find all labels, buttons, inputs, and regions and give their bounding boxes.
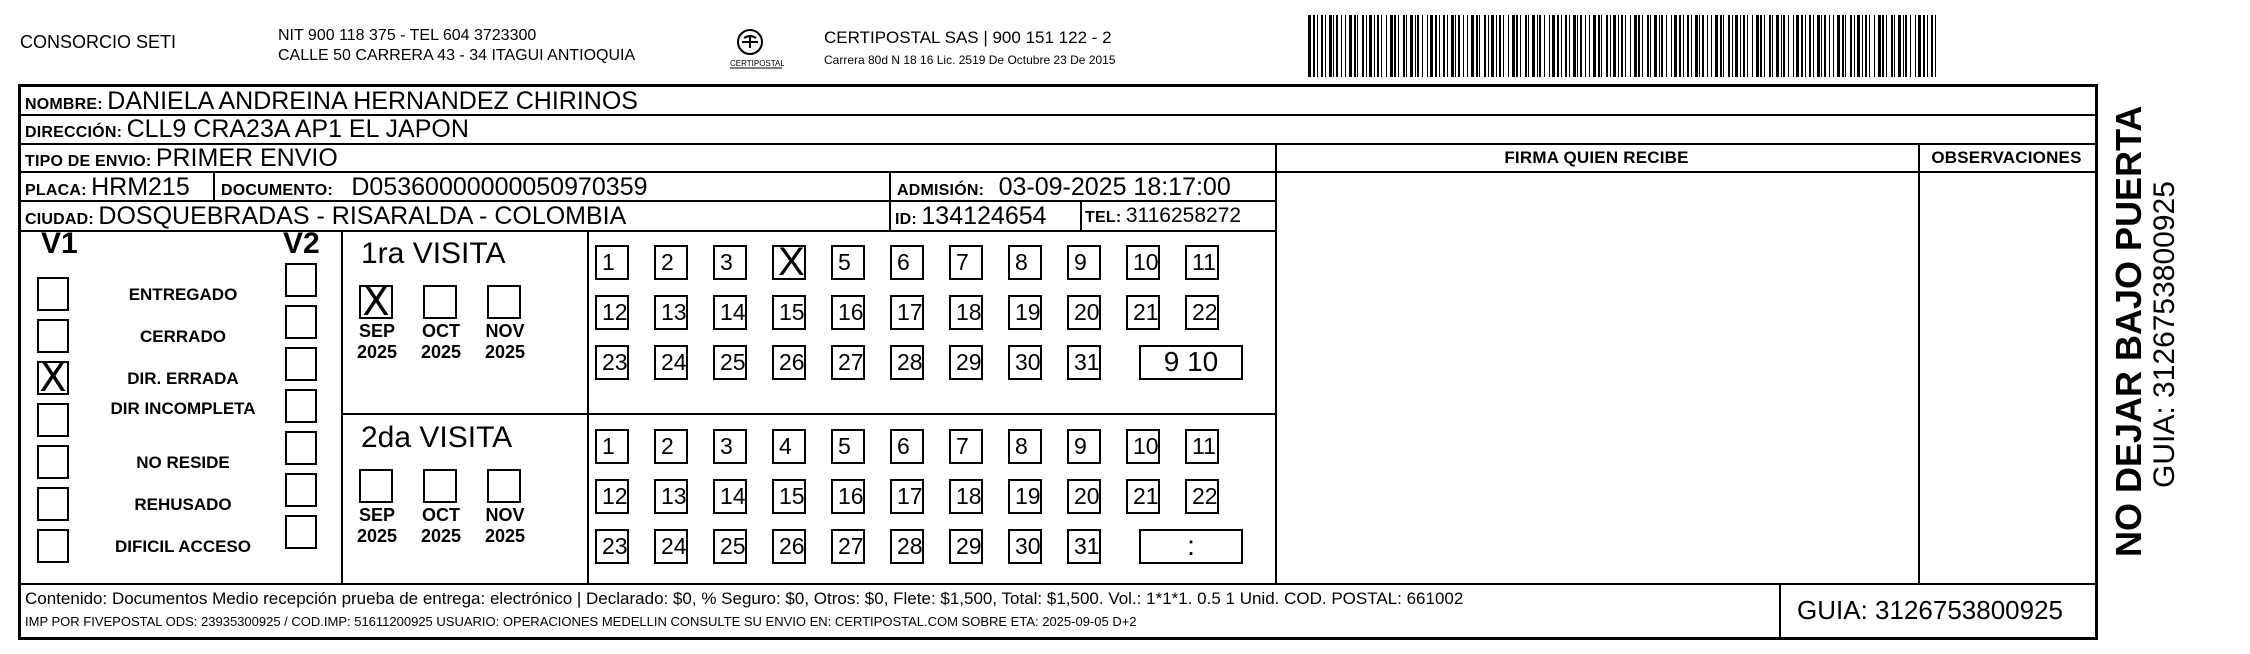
- v2-checkbox[interactable]: [285, 263, 317, 297]
- v2-checkbox[interactable]: [285, 431, 317, 465]
- day-box[interactable]: 12: [595, 479, 629, 514]
- v1-checkbox[interactable]: [37, 403, 69, 437]
- day-box[interactable]: 4: [772, 429, 806, 464]
- status-label: DIFICIL ACCESO: [114, 537, 251, 556]
- v1-checkbox[interactable]: [37, 529, 69, 563]
- day-box[interactable]: 5: [831, 245, 865, 280]
- svg-text:CERTIPOSTAL: CERTIPOSTAL: [730, 59, 784, 68]
- day-box[interactable]: 16: [831, 479, 865, 514]
- month-label: OCT 2025: [420, 505, 462, 546]
- side-warning: NO DEJAR BAJO PUERTA: [2108, 105, 2149, 557]
- month-checkbox[interactable]: [423, 469, 457, 503]
- day-box[interactable]: 13: [654, 295, 688, 330]
- day-box[interactable]: 2: [654, 245, 688, 280]
- id-label: ID:: [895, 211, 917, 228]
- day-box[interactable]: 24: [654, 345, 688, 380]
- month-label: OCT 2025: [420, 321, 462, 362]
- day-box[interactable]: 8: [1008, 245, 1042, 280]
- day-box[interactable]: 20: [1067, 479, 1101, 514]
- day-box[interactable]: 12: [595, 295, 629, 330]
- day-box[interactable]: 25: [713, 529, 747, 564]
- side-guia: GUIA: 3126753800925: [2148, 181, 2181, 488]
- day-box[interactable]: 28: [890, 345, 924, 380]
- day-box[interactable]: 30: [1008, 529, 1042, 564]
- status-label: NO RESIDE: [136, 453, 230, 472]
- day-box[interactable]: 31: [1067, 529, 1101, 564]
- day-box[interactable]: 19: [1008, 479, 1042, 514]
- day-box[interactable]: 13: [654, 479, 688, 514]
- nit-line: NIT 900 118 375 - TEL 604 3723300: [278, 27, 537, 44]
- status-label: REHUSADO: [134, 495, 232, 514]
- documento-label: DOCUMENTO:: [221, 182, 333, 199]
- v1-checkbox[interactable]: [37, 445, 69, 479]
- month-checkbox[interactable]: [359, 469, 393, 503]
- placa-value: HRM215: [91, 173, 190, 201]
- month-label: SEP 2025: [356, 505, 398, 546]
- day-box[interactable]: 8: [1008, 429, 1042, 464]
- day-box[interactable]: 14: [713, 295, 747, 330]
- footer-imp: IMP POR FIVEPOSTAL ODS: 23935300925 / COD.IMP: 51611200925 USUARIO: OPERACIONES MEDELLIN CONSULTE SU ENVIO EN: CERTIPOSTAL.COM SOBRE ETA: 2025-09-05 D+2: [25, 614, 1137, 629]
- day-box[interactable]: 6: [890, 429, 924, 464]
- status-label: ENTREGADO: [128, 285, 238, 304]
- status-label: CERRADO: [140, 327, 226, 346]
- time-box[interactable]: :: [1139, 529, 1243, 564]
- tipo-envio-value: PRIMER ENVIO: [155, 144, 338, 172]
- documento-value: D05360000000050970359: [351, 173, 648, 201]
- day-box[interactable]: 22: [1185, 479, 1219, 514]
- tel-label: TEL:: [1085, 209, 1122, 226]
- certipostal-address: Carrera 80d N 18 16 Lic. 2519 De Octubre 23 De 2015: [824, 53, 1116, 67]
- barcode: [1308, 15, 1938, 77]
- v2-checkbox[interactable]: [285, 515, 317, 549]
- day-box[interactable]: 15: [772, 479, 806, 514]
- day-box[interactable]: 18: [949, 295, 983, 330]
- day-box[interactable]: 11: [1185, 245, 1219, 280]
- day-box[interactable]: 10: [1126, 245, 1160, 280]
- firma-label: FIRMA QUIEN RECIBE: [1504, 148, 1689, 167]
- observaciones-label: OBSERVACIONES: [1931, 148, 2082, 167]
- day-box[interactable]: 9: [1067, 245, 1101, 280]
- v1-checkbox[interactable]: X: [37, 361, 69, 395]
- tel-value: 3116258272: [1125, 204, 1242, 227]
- day-box[interactable]: 26: [772, 345, 806, 380]
- v2-checkbox[interactable]: [285, 305, 317, 339]
- day-box[interactable]: 21: [1126, 295, 1160, 330]
- day-box[interactable]: 18: [949, 479, 983, 514]
- footer-contenido: Contenido: Documentos Medio recepción prueba de entrega: electrónico | Declarado: $0, % Seguro: $0, Otros: $0, Flete: $1,500, Total: $1,500. Vol.: 1*1*1. 0.5 1 Unid. COD. POSTAL: 661002: [25, 589, 1464, 608]
- day-box[interactable]: 2: [654, 429, 688, 464]
- month-checkbox[interactable]: [487, 285, 521, 319]
- v2-header: V2: [283, 227, 320, 260]
- day-box[interactable]: 7: [949, 429, 983, 464]
- delivery-form: [18, 84, 2098, 640]
- admision-label: ADMISIÓN:: [897, 182, 985, 199]
- direccion-label: DIRECCIÓN:: [25, 124, 123, 141]
- placa-label: PLACA:: [25, 182, 87, 199]
- v1-header: V1: [41, 227, 78, 260]
- month-label: SEP 2025: [356, 321, 398, 362]
- day-box[interactable]: 3: [713, 245, 747, 280]
- day-box[interactable]: 28: [890, 529, 924, 564]
- day-box[interactable]: 20: [1067, 295, 1101, 330]
- day-box[interactable]: 21: [1126, 479, 1160, 514]
- day-box[interactable]: 1: [595, 429, 629, 464]
- day-box[interactable]: 3: [713, 429, 747, 464]
- day-box[interactable]: 10: [1126, 429, 1160, 464]
- v1-checkbox[interactable]: [37, 319, 69, 353]
- month-checkbox[interactable]: [423, 285, 457, 319]
- v2-checkbox[interactable]: [285, 347, 317, 381]
- direccion-value: CLL9 CRA23A AP1 EL JAPON: [126, 115, 469, 143]
- day-box[interactable]: 22: [1185, 295, 1219, 330]
- day-box[interactable]: 17: [890, 479, 924, 514]
- day-box[interactable]: 26: [772, 529, 806, 564]
- day-box[interactable]: 6: [890, 245, 924, 280]
- company-name: CONSORCIO SETI: [20, 32, 177, 52]
- day-box[interactable]: 17: [890, 295, 924, 330]
- nombre-label: NOMBRE:: [25, 96, 103, 113]
- status-label: DIR. ERRADA: [127, 369, 239, 388]
- day-box[interactable]: 7: [949, 245, 983, 280]
- day-box[interactable]: 15: [772, 295, 806, 330]
- address-line: CALLE 50 CARRERA 43 - 34 ITAGUI ANTIOQUIA: [278, 47, 636, 64]
- id-value: 134124654: [921, 202, 1047, 230]
- v1-checkbox[interactable]: [37, 487, 69, 521]
- day-box[interactable]: 14: [713, 479, 747, 514]
- v2-checkbox[interactable]: [285, 389, 317, 423]
- day-box[interactable]: 11: [1185, 429, 1219, 464]
- day-box[interactable]: 30: [1008, 345, 1042, 380]
- visit2-title: 2da VISITA: [361, 421, 513, 454]
- month-checkbox[interactable]: [487, 469, 521, 503]
- month-checkbox[interactable]: X: [359, 285, 393, 319]
- month-label: NOV 2025: [484, 321, 526, 362]
- day-box[interactable]: 24: [654, 529, 688, 564]
- day-box[interactable]: 19: [1008, 295, 1042, 330]
- nombre-value: DANIELA ANDREINA HERNANDEZ CHIRINOS: [107, 87, 638, 115]
- day-box[interactable]: 29: [949, 345, 983, 380]
- day-box[interactable]: 1: [595, 245, 629, 280]
- month-label: NOV 2025: [484, 505, 526, 546]
- day-box[interactable]: 31: [1067, 345, 1101, 380]
- certipostal-line: CERTIPOSTAL SAS | 900 151 122 - 2: [824, 28, 1112, 47]
- day-box[interactable]: 16: [831, 295, 865, 330]
- tipo-envio-label: TIPO DE ENVIO:: [25, 153, 152, 170]
- ciudad-label: CIUDAD:: [25, 211, 94, 228]
- v2-checkbox[interactable]: [285, 473, 317, 507]
- status-label: DIR INCOMPLETA: [110, 399, 256, 418]
- time-box[interactable]: 9 10: [1139, 345, 1243, 380]
- admision-value: 03-09-2025 18:17:00: [998, 173, 1231, 201]
- certipostal-logo: [728, 28, 784, 70]
- day-box[interactable]: 23: [595, 529, 629, 564]
- day-box[interactable]: 27: [831, 529, 865, 564]
- day-box[interactable]: 23: [595, 345, 629, 380]
- day-box[interactable]: 25: [713, 345, 747, 380]
- visit1-title: 1ra VISITA: [361, 237, 506, 270]
- day-box[interactable]: 27: [831, 345, 865, 380]
- day-box[interactable]: 29: [949, 529, 983, 564]
- day-box[interactable]: 5: [831, 429, 865, 464]
- day-box[interactable]: X: [772, 245, 806, 280]
- day-box[interactable]: 9: [1067, 429, 1101, 464]
- v1-checkbox[interactable]: [37, 277, 69, 311]
- footer-guia: GUIA: 3126753800925: [1797, 595, 2063, 625]
- ciudad-value: DOSQUEBRADAS - RISARALDA - COLOMBIA: [98, 202, 627, 230]
